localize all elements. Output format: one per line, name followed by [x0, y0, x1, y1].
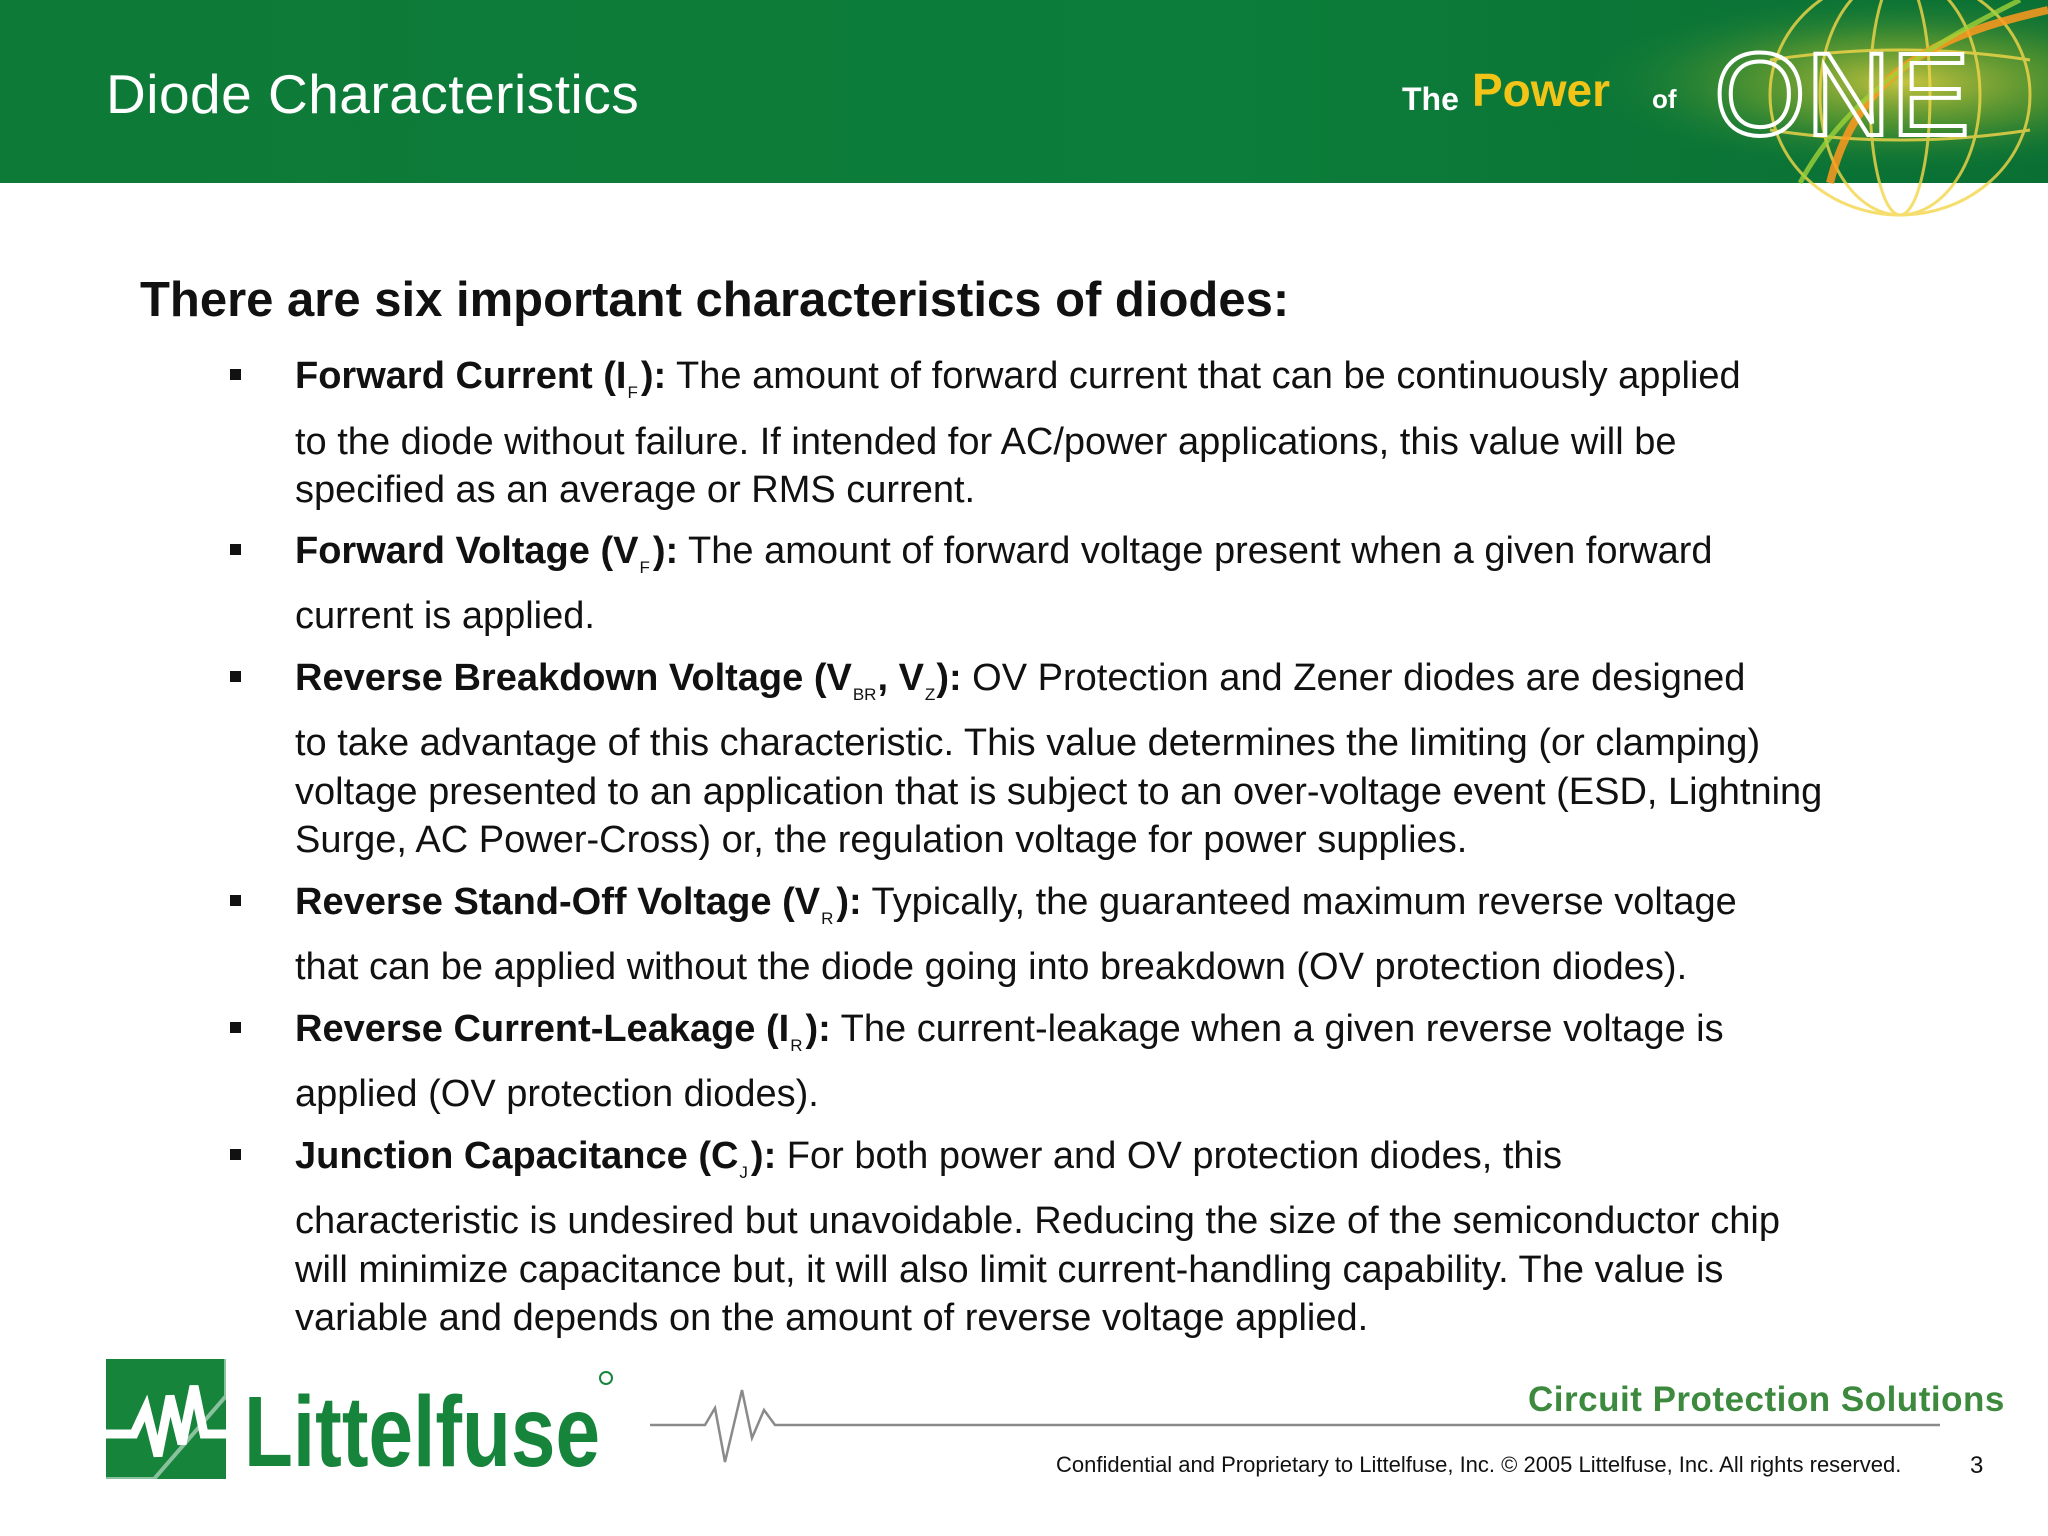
bullet-icon: [230, 1022, 241, 1033]
littelfuse-wordmark: Littelfuse: [244, 1376, 600, 1488]
description: that can be applied without the diode going into breakdown (OV protection diodes).: [295, 946, 1688, 988]
list-item: [230, 1132, 1830, 1343]
brand-of: of: [1652, 84, 1677, 114]
bullet-icon: [230, 1149, 241, 1160]
bullet-icon: [230, 671, 241, 682]
slide-title: Diode Characteristics: [106, 63, 640, 125]
page-number: 3: [1970, 1452, 1984, 1479]
littelfuse-logo: [104, 1356, 624, 1486]
description: characteristic is undesired but unavoidable. Reducing the size of the semiconductor chip will minimize capacitance but, it will also limit current-handling capability. The value is variable and depends on the amount of reverse voltage applied.: [295, 1200, 1780, 1339]
bullet-icon: [230, 544, 241, 555]
slide-header: [0, 0, 2048, 183]
list-item: [230, 654, 1830, 865]
brand-power: Power: [1472, 64, 1611, 116]
term: Junction Capacitance $(C_J)$:: [295, 1134, 777, 1182]
description-first-line: Typically, the guaranteed maximum reverse voltage: [861, 880, 1737, 923]
list-item: [230, 1005, 1830, 1119]
term: Reverse Stand-Off Voltage $(V_R)$:: [295, 880, 862, 928]
characteristics-list: [230, 352, 1830, 1343]
brand-the: The: [1402, 81, 1459, 117]
description-first-line: OV Protection and Zener diodes are designed: [961, 656, 1746, 699]
bullet-icon: [230, 895, 241, 906]
tagline: Circuit Protection Solutions: [1528, 1380, 2005, 1419]
description-first-line: The amount of forward voltage present when a given forward: [678, 529, 1713, 572]
term: Forward Current $(I_F)$:: [295, 355, 667, 402]
section-heading: There are six important characteristics of diodes:: [140, 273, 1290, 327]
description-first-line: The current-leakage when a given reverse voltage is: [830, 1007, 1724, 1050]
description: current is applied.: [295, 595, 595, 637]
power-of-one-logo: [1400, 0, 2048, 183]
brand-one: ONE: [1714, 29, 1970, 161]
term: Forward Voltage $(V_F)$:: [295, 529, 679, 577]
description: to the diode without failure. If intended for AC/power applications, this value will be specified as an average or RMS current.: [295, 420, 1677, 511]
list-item: [230, 352, 1830, 515]
bullet-icon: [230, 369, 241, 380]
description-first-line: The amount of forward current that can be continuously applied: [666, 355, 1741, 397]
confidential-notice: Confidential and Proprietary to Littelfuse, Inc. © 2005 Littelfuse, Inc. All rights reserved.: [1056, 1452, 1902, 1477]
description-first-line: For both power and OV protection diodes, this: [776, 1134, 1563, 1177]
term: Reverse Breakdown Voltage ($V_{BR}$, $V_Z$):: [295, 656, 962, 704]
list-item: [230, 527, 1830, 641]
description: applied (OV protection diodes).: [295, 1073, 819, 1115]
term: Reverse Current-Leakage $(I_R)$:: [295, 1007, 831, 1055]
list-item: [230, 878, 1830, 992]
description: to take advantage of this characteristic. This value determines the limiting (or clamping) voltage presented to an application that is subject to an over-voltage event (ESD, Lightning Surge, AC Power-Cross) or, the regulation voltage for power supplies.: [295, 722, 1823, 861]
